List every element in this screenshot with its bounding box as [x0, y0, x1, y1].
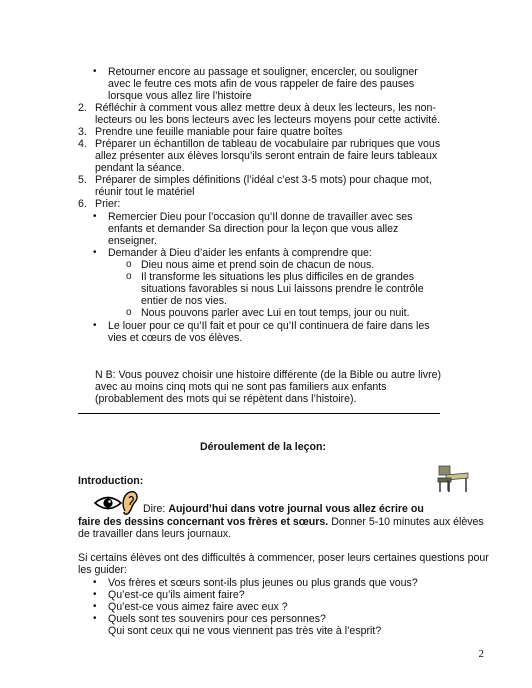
- text-line: Remercier Dieu pour l’occasion qu’Il donne de travailler avec ses: [108, 211, 413, 223]
- dire-label: Dire:: [143, 503, 169, 515]
- text-line: Demander à Dieu d’aider les enfants à comprendre que:: [108, 247, 372, 259]
- text-line: entier de nos vies.: [141, 295, 227, 307]
- text-line: vies et cœurs de vos élèves.: [108, 332, 243, 344]
- dire-line: de travailler dans leurs journaux.: [78, 528, 232, 540]
- dire-line: [143, 503, 424, 515]
- step-number: 5.: [78, 174, 87, 186]
- question-item: Qu’est-ce vous aimez faire avec eux ?: [108, 601, 288, 613]
- bullet-glyph: •: [93, 613, 97, 624]
- step-text: pendant la séance.: [95, 162, 185, 174]
- step-text: réunir tout le matériel: [95, 186, 195, 198]
- step-text: lecteurs ou les bons lecteurs avec les lecteurs moyens pour cette activité.: [95, 114, 441, 126]
- ear-icon: [121, 490, 139, 516]
- bullet-glyph: •: [93, 211, 97, 222]
- dire-text: Donner 5-10 minutes aux élèves: [331, 516, 484, 528]
- text-line: lorsque vous allez lire l’histoire: [108, 90, 252, 102]
- question-item: Quels sont tes souvenirs pour ces personnes?: [108, 613, 326, 625]
- text-line: Il transforme les situations les plus difficiles en de grandes: [141, 271, 415, 283]
- intro-heading: Introduction:: [78, 475, 144, 487]
- text-line: avec le feutre ces mots afin de vous rappeler de faire des pauses: [108, 78, 415, 90]
- text-line: enseigner.: [108, 235, 157, 247]
- dire-bold-text: Aujourd’hui dans votre journal vous allez écrire ou: [168, 503, 424, 515]
- step-text: allez présenter aux élèves lorsqu’ils seront entrain de faire leurs tableaux: [95, 150, 438, 162]
- eye-icon: [94, 495, 122, 511]
- step-text: Réfléchir à comment vous allez mettre deux à deux les lecteurs, les non-: [95, 102, 436, 114]
- text-line: situations favorables si nous Lui laissons prendre le contrôle: [141, 283, 424, 295]
- dire-bold-text: faire des dessins concernant vos frères et sœurs.: [78, 516, 329, 528]
- question-item: Qui sont ceux qui ne vous viennent pas très vite à l’esprit?: [108, 625, 382, 637]
- nb-line: avec au moins cinq mots qui ne sont pas familiers aux enfants: [95, 381, 387, 393]
- bullet-glyph: •: [93, 320, 97, 331]
- student-desk-icon: [436, 464, 470, 494]
- paragraph-line: les guider:: [78, 564, 127, 576]
- dire-line: [78, 516, 484, 528]
- sub-bullet-glyph: o: [126, 259, 132, 270]
- step-number: 3.: [78, 126, 87, 138]
- question-item: Qu’est-ce qu’ils aiment faire?: [108, 589, 245, 601]
- step-text: Prendre une feuille maniable pour faire quatre boîtes: [95, 126, 343, 138]
- question-item: Vos frères et sœurs sont-ils plus jeunes ou plus grands que vous?: [108, 577, 418, 589]
- bullet-glyph: •: [93, 66, 97, 77]
- nb-line: N B: Vous pouvez choisir une histoire différente (de la Bible ou autre livre): [95, 369, 442, 381]
- sub-bullet-glyph: o: [126, 271, 132, 282]
- step-text: Préparer un échantillon de tableau de vocabulaire par rubriques que vous: [95, 138, 441, 150]
- step-text: Préparer de simples définitions (l’idéal c’est 3-5 mots) pour chaque mot,: [95, 174, 432, 186]
- paragraph-line: Si certains élèves ont des difficultés à commencer, poser leurs certaines questions pour: [78, 552, 489, 564]
- section-title: Déroulement de la leçon:: [200, 441, 326, 453]
- step-number: 4.: [78, 138, 87, 150]
- page-number: 2: [478, 648, 484, 660]
- bullet-glyph: •: [93, 589, 97, 600]
- horizontal-rule: [78, 413, 440, 414]
- text-line: Le louer pour ce qu’Il fait et pour ce qu’Il continuera de faire dans les: [108, 320, 430, 332]
- step-number: 6.: [78, 198, 87, 210]
- text-line: Dieu nous aime et prend soin de chacun de nous.: [141, 259, 375, 271]
- text-line: Nous pouvons parler avec Lui en tout temps, jour ou nuit.: [141, 307, 410, 319]
- text-line: enfants et demander Sa direction pour la leçon que vous allez: [108, 223, 399, 235]
- bullet-glyph: •: [93, 577, 97, 588]
- step-number: 2.: [78, 102, 87, 114]
- step-text: Prier:: [95, 198, 121, 210]
- nb-line: (probablement des mots qui se répètent dans l’histoire).: [95, 393, 357, 405]
- bullet-glyph: •: [93, 247, 97, 258]
- text-line: Retourner encore au passage et souligner, encercler, ou souligner: [108, 66, 418, 78]
- sub-bullet-glyph: o: [126, 307, 132, 318]
- bullet-glyph: •: [93, 601, 97, 612]
